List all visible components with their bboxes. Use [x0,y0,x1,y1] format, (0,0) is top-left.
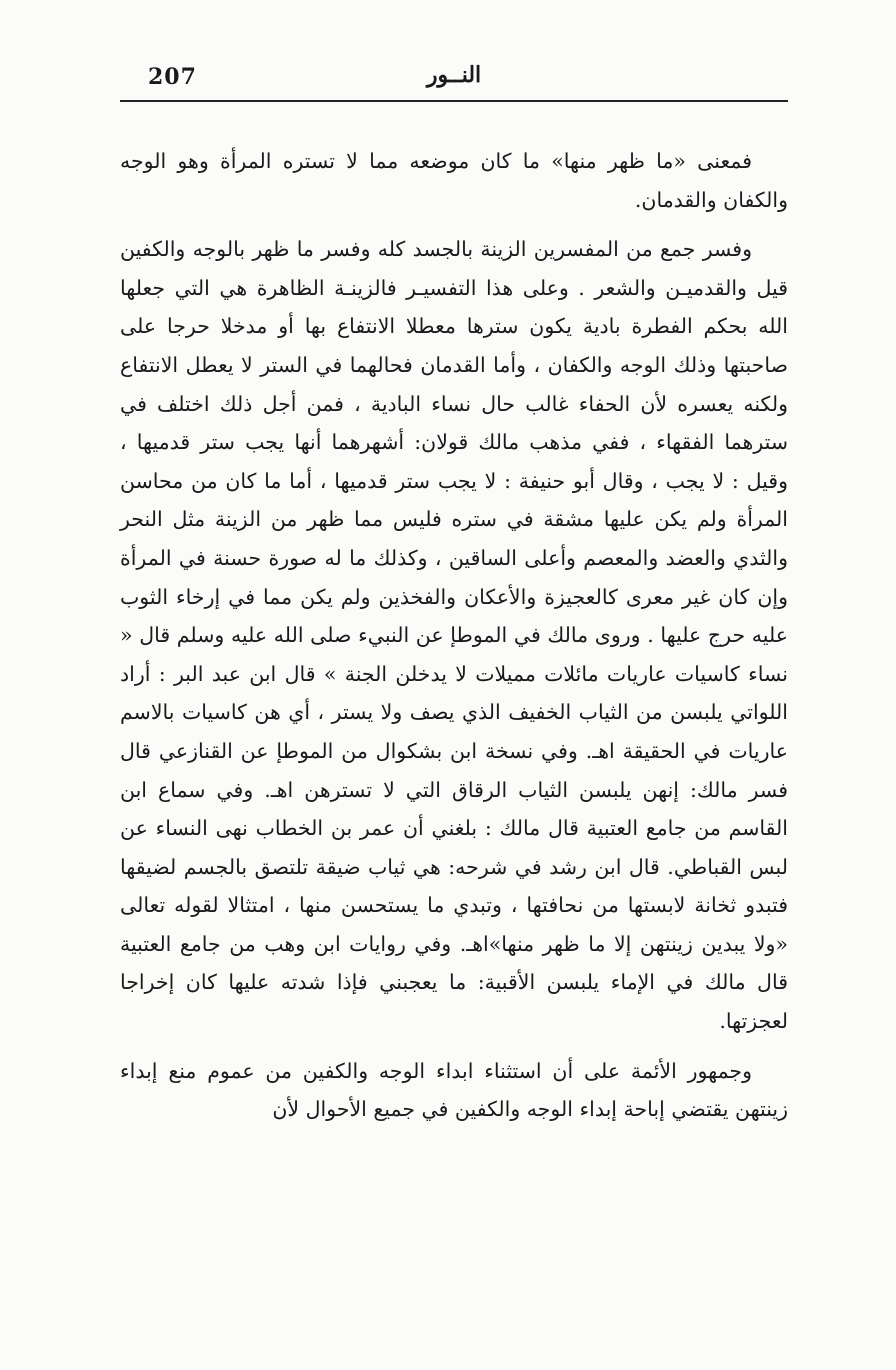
paragraph: وفسر جمع من المفسرين الزينة بالجسد كله وفسر ما ظهر بالوجه والكفين قيل والقدميـن والشعر . وعلى هذا التفسيـر فالزينـة الظاهرة هي التي جعلها الله بحكم الفطرة بادية يكون سترها معطلا الانتفاع بها أو مدخلا حرجا على صاحبتها وذلك الوجه والكفان ، وأما القدمان فحالهما في الستر لا يعطل الانتفاع ولكنه يعسره لأن الحفاء غالب حال نساء البادية ، فمن أجل ذلك اختلف في سترهما الفقهاء ، ففي مذهب مالك قولان: أشهرهما أنها يجب ستر قدميها ، وقيل : لا يجب ، وقال أبو حنيفة : لا يجب ستر قدميها ، أما ما كان من محاسن المرأة ولم يكن عليها مشقة في ستره فليس مما ظهر من الزينة مثل النحر والثدي والعضد والمعصم وأعلى الساقين ، وكذلك ما له صورة حسنة في المرأة وإن كان غير معرى كالعجيزة والأعكان والفخذين ولم يكن مما في إرخاء الثوب عليه حرج عليها . وروى مالك في الموطإ عن النبيء صلى الله عليه وسلم قال « نساء كاسيات عاريات مائلات مميلات لا يدخلن الجنة » قال ابن عبد البر : أراد اللواتي يلبسن من الثياب الخفيف الذي يصف ولا يستر ، أي هن كاسيات بالاسم عاريات في الحقيقة اهـ. وفي نسخة ابن بشكوال من الموطإ عن القنازعي قال فسر مالك: إنهن يلبسن الثياب الرقاق التي لا تسترهن اهـ. وفي سماع ابن القاسم من جامع العتبية قال مالك : بلغني أن عمر بن الخطاب نهى النساء عن لبس القباطي. قال ابن رشد في شرحه: هي ثياب ضيقة تلتصق بالجسم لضيقها فتبدو ثخانة لابستها من نحافتها ، وتبدي ما يستحسن منها ، امتثالا لقوله تعالى «ولا يبدين زينتهن إلا ما ظهر منها»اهـ. وفي روايات ابن وهب من جامع العتبية قال مالك في الإماء يلبسن الأقبية: ما يعجبني فإذا شدته عليها كان إخراجا لعجزتها. [120,237,788,1034]
paragraph: فمعنى «ما ظهر منها» ما كان موضعه مما لا تستره المرأة وهو الوجه والكفان والقدمان. [120,149,788,212]
running-title: النــور [426,62,482,88]
page-number: 207 [148,64,197,90]
paragraph: وجمهور الأئمة على أن استثناء ابداء الوجه والكفين من عموم منع إبداء زينتهن يقتضي إباحة إبداء الوجه والكفين في جميع الأحوال لأن [120,1058,788,1122]
body-text [120,142,788,1129]
page-header [120,62,788,102]
header-rule [120,100,788,102]
